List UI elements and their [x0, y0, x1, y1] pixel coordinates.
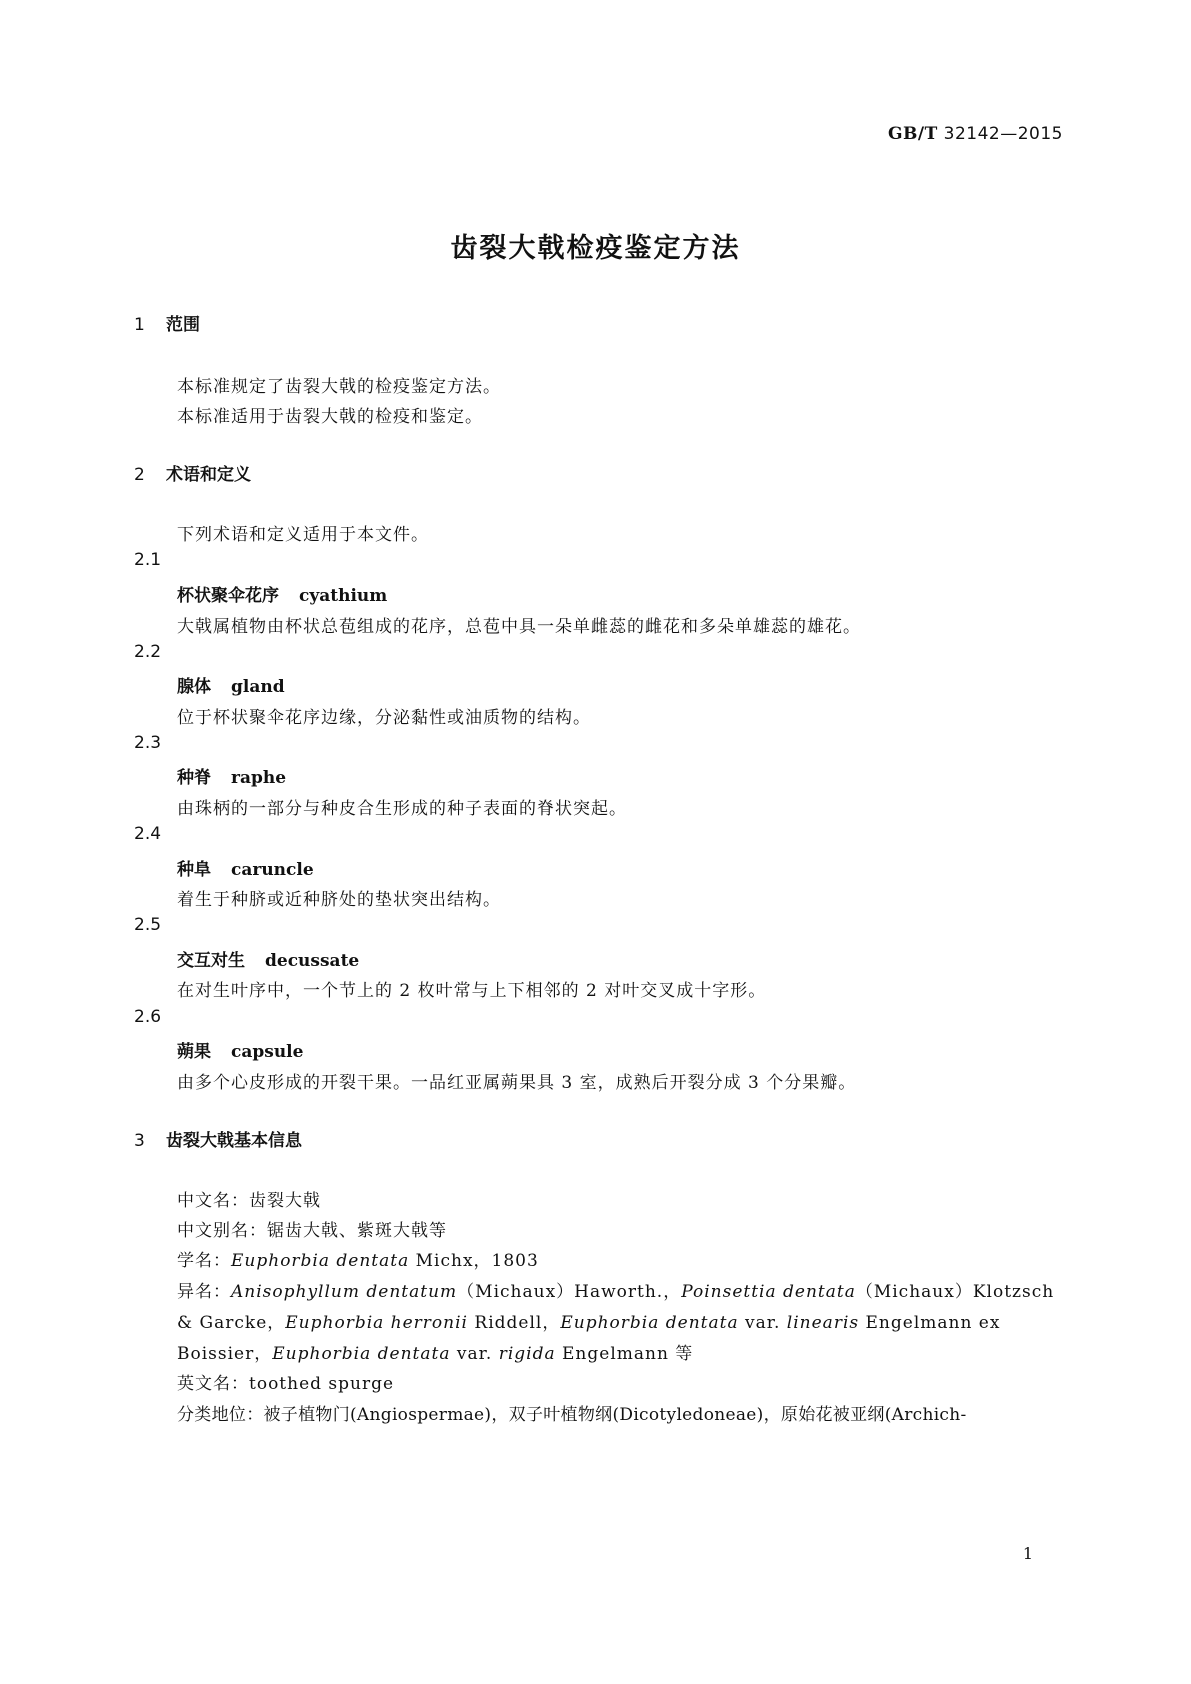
term-name: 腺体 gland [177, 677, 285, 697]
term-name: 种脊 raphe [177, 768, 287, 788]
term-definition: 由多个心皮形成的开裂干果。一品红亚属蒴果具 3 室，成熟后开裂分成 3 个分果瓣。 [177, 1073, 857, 1093]
document-title: 齿裂大戟检疫鉴定方法 [450, 233, 741, 264]
synonyms: 异名：Anisophyllum dentatum（Michaux）Haworth.，Poinsettia dentata（Michaux）Klotzsch & Garcke，Euphorbia herronii Riddell，Euphorbia dentata var. linearis Engelmann ex Boissier，Euphorbia dentata var. rigida Engelmann 等 [177, 1282, 1055, 1364]
term-definition: 着生于种脐或近种脐处的垫状突出结构。 [177, 890, 501, 910]
section-title: 范围 [166, 315, 200, 335]
section-2-heading [134, 460, 251, 485]
section-title: 齿裂大戟基本信息 [166, 1131, 302, 1151]
paragraph: 本标准规定了齿裂大戟的检疫鉴定方法。 [177, 377, 501, 397]
scientific-name: 学名：Euphorbia dentata Michx，1803 [177, 1251, 539, 1271]
standard-code-prefix: GB/T [888, 124, 938, 144]
term-number: 2.1 [134, 550, 162, 570]
section-number: 1 [134, 315, 145, 335]
standard-code-number: 32142—2015 [943, 124, 1063, 144]
paragraph: 下列术语和定义适用于本文件。 [177, 525, 429, 545]
paragraph: 本标准适用于齿裂大戟的检疫和鉴定。 [177, 407, 483, 427]
section-number: 2 [134, 465, 145, 485]
section-title: 术语和定义 [166, 465, 251, 485]
taxonomy: 分类地位：被子植物门(Angiospermae)，双子叶植物纲(Dicotyledoneae)，原始花被亚纲(Archich- [177, 1405, 967, 1425]
term-definition: 由珠柄的一部分与种皮合生形成的种子表面的脊状突起。 [177, 799, 627, 819]
section-number: 3 [134, 1131, 145, 1151]
term-number: 2.5 [134, 915, 162, 935]
term-name: 种阜 caruncle [177, 860, 314, 880]
term-name: 蒴果 capsule [177, 1042, 304, 1062]
chinese-name: 中文名：齿裂大戟 [177, 1191, 321, 1211]
term-definition: 大戟属植物由杯状总苞组成的花序，总苞中具一朵单雌蕊的雌花和多朵单雄蕊的雄花。 [177, 617, 861, 637]
english-name: 英文名：toothed spurge [177, 1374, 395, 1394]
chinese-alias: 中文别名：锯齿大戟、紫斑大戟等 [177, 1221, 447, 1241]
term-definition: 在对生叶序中，一个节上的 2 枚叶常与上下相邻的 2 对叶交叉成十字形。 [177, 981, 767, 1001]
term-name: 交互对生 decussate [177, 951, 360, 971]
term-number: 2.3 [134, 733, 162, 753]
term-number: 2.2 [134, 642, 162, 662]
term-name: 杯状聚伞花序 cyathium [177, 586, 388, 606]
term-number: 2.6 [134, 1007, 162, 1027]
term-number: 2.4 [134, 824, 162, 844]
term-definition: 位于杯状聚伞花序边缘，分泌黏性或油质物的结构。 [177, 708, 591, 728]
section-1-heading [134, 310, 200, 335]
section-3-heading [134, 1126, 302, 1151]
page-number: 1 [1022, 1544, 1033, 1563]
standard-code [888, 124, 1063, 144]
